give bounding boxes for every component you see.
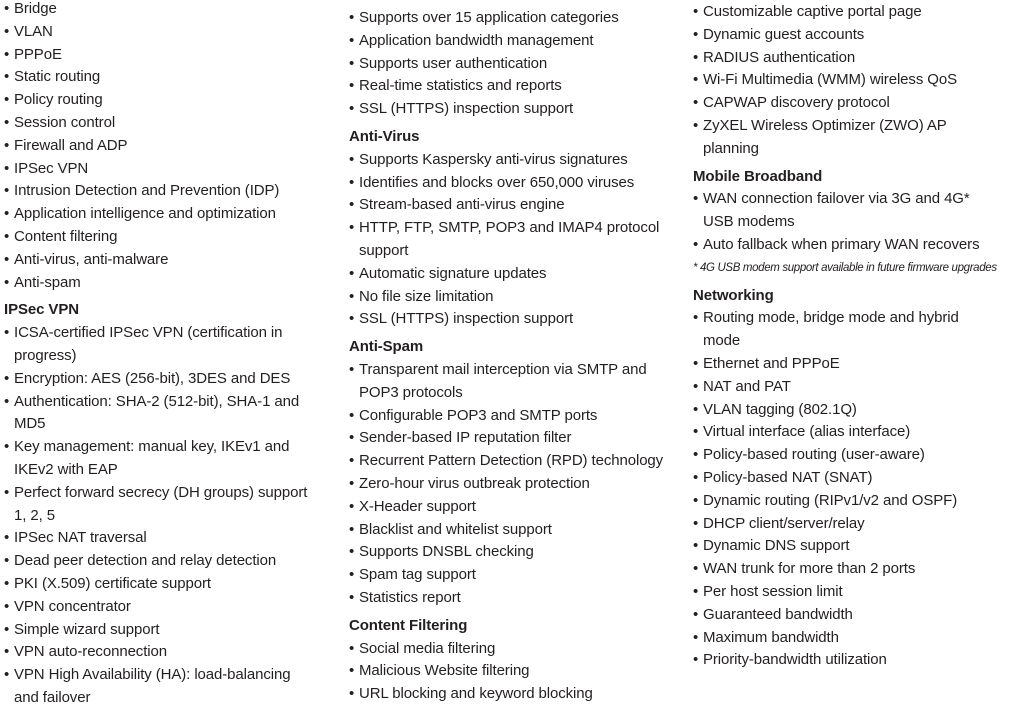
feature-item: • ICSA-certified IPSec VPN (certification in progress) [4, 322, 308, 368]
feature-item: • Bridge [4, 0, 308, 21]
feature-item: • Virtual interface (alias interface) [693, 421, 993, 444]
feature-item: • Wi-Fi Multimedia (WMM) wireless QoS [693, 69, 1004, 92]
feature-item: • IPSec VPN [4, 158, 308, 181]
feature-item: • PKI (X.509) certificate support [4, 573, 308, 596]
feature-item: • VPN auto-reconnection [4, 641, 308, 664]
feature-item: • URL blocking and keyword blocking [349, 683, 669, 706]
section-heading: Content Filtering [349, 616, 468, 634]
feature-item: • Malicious Website filtering [349, 660, 669, 683]
feature-item: • Stream-based anti-virus engine [349, 194, 669, 217]
feature-item: • SSL (HTTPS) inspection support [349, 98, 669, 121]
feature-item: • Real-time statistics and reports [349, 75, 669, 98]
feature-item: • NAT and PAT [693, 376, 993, 399]
feature-item: • CAPWAP discovery protocol [693, 92, 1004, 115]
feature-item: • Simple wizard support [4, 619, 308, 642]
feature-item: • Identifies and blocks over 650,000 viruses [349, 172, 669, 195]
feature-item: • Intrusion Detection and Prevention (IDP) [4, 180, 308, 203]
feature-item: • Social media filtering [349, 638, 669, 661]
feature-item: • X-Header support [349, 496, 669, 519]
feature-item: • Application intelligence and optimization [4, 203, 308, 226]
section-heading: Mobile Broadband [693, 167, 823, 185]
feature-item: • Perfect forward secrecy (DH groups) support 1, 2, 5 [4, 482, 308, 528]
feature-item: • VPN High Availability (HA): load-balancing and failover [4, 664, 308, 710]
feature-item: • Supports Kaspersky anti-virus signatures [349, 149, 669, 172]
feature-list [693, 188, 1004, 256]
feature-item: • Supports user authentication [349, 53, 669, 76]
section-heading: Networking [693, 286, 774, 304]
feature-item: • Static routing [4, 66, 308, 89]
feature-item: • PPPoE [4, 44, 308, 67]
feature-list [693, 1, 1004, 161]
feature-item: • Zero-hour virus outbreak protection [349, 473, 669, 496]
section-heading: Anti-Virus [349, 127, 420, 145]
feature-item: • Spam tag support [349, 564, 669, 587]
feature-item: • Supports over 15 application categories [349, 7, 669, 30]
feature-item: • No file size limitation [349, 286, 669, 309]
feature-item: • Maximum bandwidth [693, 627, 993, 650]
feature-item: • Supports DNSBL checking [349, 541, 669, 564]
feature-item: • DHCP client/server/relay [693, 513, 993, 536]
footnote: * 4G USB modem support available in future firmware upgrades [693, 261, 997, 274]
feature-item: • Sender-based IP reputation filter [349, 427, 669, 450]
feature-column-3 [693, 1, 1004, 672]
feature-item: • VPN concentrator [4, 596, 308, 619]
feature-item: • Transparent mail interception via SMTP and POP3 protocols [349, 359, 669, 405]
feature-item: • ZyXEL Wireless Optimizer (ZWO) AP planning [693, 115, 1004, 161]
feature-item: • Statistics report [349, 587, 669, 610]
feature-item: • Automatic signature updates [349, 263, 669, 286]
feature-item: • VLAN tagging (802.1Q) [693, 399, 993, 422]
feature-item: • Anti-virus, anti-malware [4, 249, 308, 272]
feature-list [693, 307, 1004, 672]
feature-item: • Policy routing [4, 89, 308, 112]
feature-item: • WAN connection failover via 3G and 4G* USB modems [693, 188, 1004, 234]
feature-item: • VLAN [4, 21, 308, 44]
feature-item: • Auto fallback when primary WAN recovers [693, 234, 1004, 257]
feature-item: • IPSec NAT traversal [4, 527, 308, 550]
feature-item: • Per host session limit [693, 581, 993, 604]
feature-column-2 [349, 7, 669, 706]
feature-item: • SSL (HTTPS) inspection support [349, 308, 669, 331]
feature-column-1 [4, 0, 308, 710]
feature-item: • Routing mode, bridge mode and hybrid mode [693, 307, 993, 353]
feature-item: • Content filtering [4, 226, 308, 249]
feature-item: • Dynamic routing (RIPv1/v2 and OSPF) [693, 490, 993, 513]
feature-item: • Ethernet and PPPoE [693, 353, 993, 376]
feature-item: • WAN trunk for more than 2 ports [693, 558, 993, 581]
feature-item: • Customizable captive portal page [693, 1, 1004, 24]
feature-list [4, 0, 308, 294]
feature-list [349, 638, 669, 706]
feature-item: • Authentication: SHA-2 (512-bit), SHA-1 and MD5 [4, 391, 308, 437]
feature-item: • Encryption: AES (256-bit), 3DES and DES [4, 368, 308, 391]
feature-item: • Dynamic guest accounts [693, 24, 1004, 47]
feature-item: • Blacklist and whitelist support [349, 519, 669, 542]
feature-item: • Policy-based NAT (SNAT) [693, 467, 993, 490]
feature-list [349, 359, 669, 610]
feature-item: • HTTP, FTP, SMTP, POP3 and IMAP4 protocol support [349, 217, 669, 263]
feature-item: • Configurable POP3 and SMTP ports [349, 405, 669, 428]
feature-item: • Priority-bandwidth utilization [693, 649, 993, 672]
feature-item: • Dynamic DNS support [693, 535, 993, 558]
feature-item: • RADIUS authentication [693, 47, 1004, 70]
feature-item: • Anti-spam [4, 272, 308, 295]
feature-item: • Dead peer detection and relay detection [4, 550, 308, 573]
feature-item: • Application bandwidth management [349, 30, 669, 53]
feature-item: • Session control [4, 112, 308, 135]
feature-item: • Key management: manual key, IKEv1 and IKEv2 with EAP [4, 436, 308, 482]
feature-item: • Firewall and ADP [4, 135, 308, 158]
section-heading: Anti-Spam [349, 338, 424, 356]
feature-item: • Guaranteed bandwidth [693, 604, 993, 627]
feature-item: • Policy-based routing (user-aware) [693, 444, 993, 467]
feature-list [349, 7, 669, 121]
section-heading: IPSec VPN [4, 301, 79, 319]
feature-item: • Recurrent Pattern Detection (RPD) technology [349, 450, 669, 473]
feature-list [4, 322, 308, 710]
feature-list [349, 149, 669, 331]
